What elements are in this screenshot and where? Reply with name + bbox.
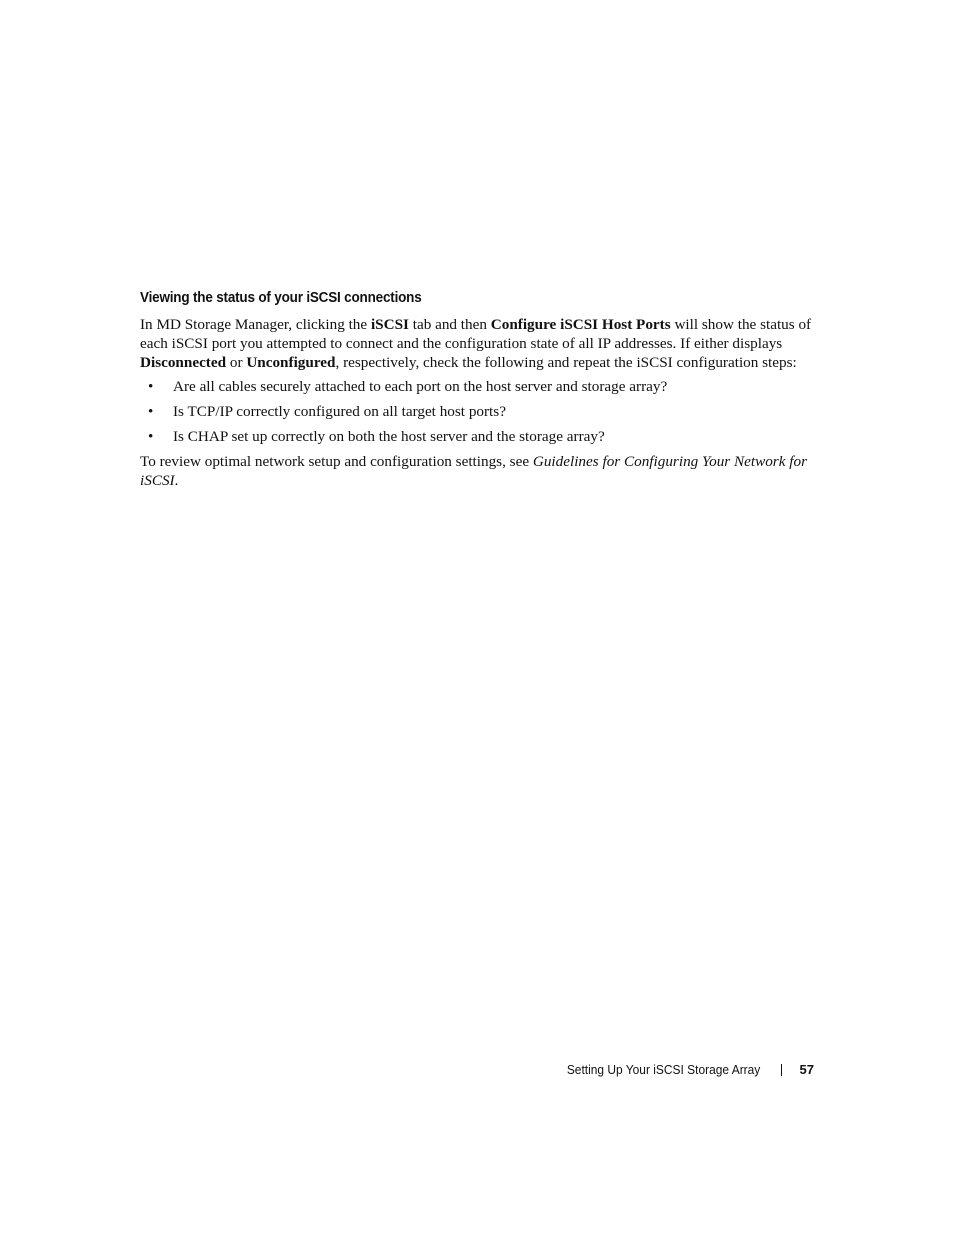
list-item [140, 427, 816, 446]
closing-text-1: To review optimal network setup and configuration settings, see [140, 453, 533, 470]
page-footer [550, 1061, 814, 1079]
unconfigured-term: Unconfigured [246, 354, 336, 371]
section-heading: Viewing the status of your iSCSI connections [140, 290, 422, 306]
page-number: 57 [799, 1062, 814, 1077]
closing-text-2: . [174, 472, 179, 489]
bullet-icon: • [148, 403, 154, 420]
list-item-text: Is CHAP set up correctly on both the host server and the storage array? [173, 428, 605, 445]
intro-paragraph [140, 315, 816, 372]
list-item-text: Are all cables securely attached to each port on the host server and storage array? [173, 378, 668, 395]
intro-text-4: or [226, 354, 247, 371]
footer-title: Setting Up Your iSCSI Storage Array [567, 1062, 761, 1077]
bullet-icon: • [148, 428, 154, 445]
intro-text-5: , respectively, check the following and repeat the iSCSI configuration steps: [335, 354, 797, 371]
intro-text-1: In MD Storage Manager, clicking the [140, 316, 371, 333]
configure-host-ports-term: Configure iSCSI Host Ports [490, 316, 671, 333]
list-item [140, 402, 816, 421]
checklist [140, 377, 816, 446]
intro-text-2: tab and then [408, 316, 491, 333]
closing-paragraph [140, 452, 816, 490]
bullet-icon: • [148, 378, 154, 395]
page-content [140, 287, 816, 490]
list-item-text: Is TCP/IP correctly configured on all target host ports? [173, 403, 506, 420]
iscsi-tab-term: iSCSI [370, 316, 409, 333]
guidelines-reference: Guidelines for Configuring Your Network for iSCSI [140, 453, 807, 489]
intro-text-3: will show the status of each iSCSI port you attempted to connect and the configuration state of all IP addresses. If either displays [140, 316, 812, 352]
list-item [140, 377, 816, 396]
disconnected-term: Disconnected [140, 354, 227, 371]
footer-separator [781, 1064, 782, 1076]
